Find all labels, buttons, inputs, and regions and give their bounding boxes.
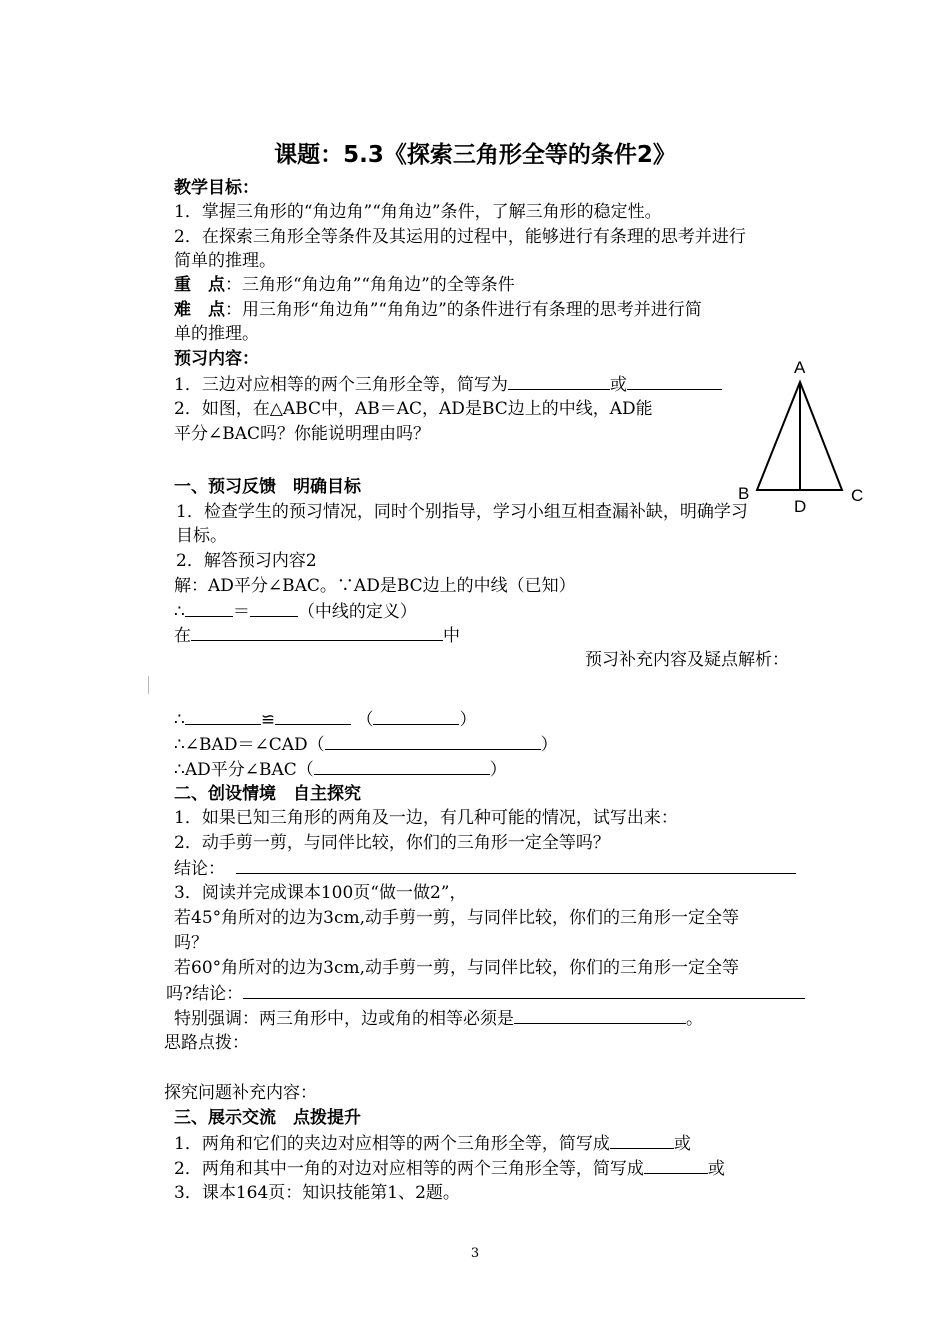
conclusion-line: [174, 856, 796, 881]
section2-item-3: 3．阅读并完成课本100页“做一做2”，: [174, 883, 467, 903]
therefore-symbol: ∴: [174, 602, 185, 622]
vertex-label-c: C: [851, 486, 864, 505]
section3-item-2-text: 2．两角和其中一角的对边对应相等的两个三角形全等，简写成: [174, 1159, 644, 1179]
objective-item-1: 1．掌握三角形的“角边角”“角角边”条件，了解三角形的稳定性。: [174, 202, 662, 222]
question-60-cont: [166, 981, 805, 1006]
solution-line-5-text: ∴∠BAD＝∠CAD（: [174, 735, 325, 755]
objective-item-2-cont: 简单的推理。: [174, 251, 276, 271]
key-point-label: 重 点: [174, 275, 225, 295]
emphasis-text: 特别强调：两三角形中，边或角的相等必须是: [174, 1009, 514, 1029]
preview-item-2-cont: 平分∠BAC吗？你能说明理由吗？: [174, 424, 431, 444]
page-title: 课题：5.3《探索三角形全等的条件2》: [274, 142, 676, 168]
difficulty-text: ：用三角形“角边角”“角角边”的条件进行有条理的思考并进行简: [225, 300, 702, 320]
answer-blank[interactable]: [243, 981, 805, 999]
answer-blank[interactable]: [514, 1006, 686, 1024]
question-45: 若45°角所对的边为3cm,动手剪一剪，与同伴比较，你们的三角形一定全等: [174, 908, 739, 928]
section1-heading: 一、预习反馈 明确目标: [174, 477, 361, 497]
preview-item-1-text: 1．三边对应相等的两个三角形全等，简写为: [174, 375, 508, 395]
section2-item-1: 1．如果已知三角形的两角及一边，有几种可能的情况，试写出来：: [174, 808, 678, 828]
section1-item-1: 1．检查学生的预习情况，同时个别指导，学习小组互相查漏补缺，明确学习: [176, 502, 748, 522]
hint-label: 思路点拨：: [164, 1033, 249, 1053]
vertex-label-b: B: [738, 484, 750, 503]
page-number: 3: [470, 1246, 480, 1261]
vertex-label-d: D: [794, 497, 807, 516]
key-point-text: ：三角形“角边角”“角角边”的全等条件: [225, 275, 515, 295]
therefore-symbol: ∴: [174, 710, 185, 730]
triangle-figure: [730, 350, 880, 520]
equals-symbol: ＝: [232, 602, 250, 622]
answer-blank[interactable]: [610, 1131, 674, 1149]
question-60-conclusion-label: 吗?结论：: [166, 984, 244, 1004]
or-text: 或: [609, 375, 627, 395]
close-paren: ）: [489, 760, 507, 780]
solution-line-6-text: ∴AD平分∠BAC（: [174, 760, 314, 780]
difficulty: [174, 298, 702, 322]
explore-supplement-label: 探究问题补充内容：: [164, 1083, 317, 1103]
solution-line-6: [174, 757, 507, 782]
section3-item-2: [174, 1156, 725, 1181]
vertex-label-a: A: [794, 358, 806, 377]
middle-text: 中: [443, 626, 460, 646]
section3-item-1-text: 1．两角和它们的夹边对应相等的两个三角形全等，简写成: [174, 1134, 610, 1154]
close-paren: ）: [540, 735, 558, 755]
answer-blank[interactable]: [236, 856, 796, 874]
answer-blank[interactable]: [185, 599, 233, 617]
open-paren: （: [356, 710, 374, 730]
preview-item-1: [174, 372, 722, 397]
question-45-cont: 吗？: [174, 933, 208, 953]
solution-line-1: 解：AD平分∠BAC。∵AD是BC边上的中线（已知）: [174, 576, 576, 596]
conclusion-label: 结论：: [174, 859, 225, 879]
or-text: 或: [673, 1134, 691, 1154]
section2-heading: 二、创设情境 自主探究: [174, 784, 361, 804]
section2-item-2: 2．动手剪一剪，与同伴比较，你们的三角形一定全等吗？: [174, 833, 610, 853]
section3-item-3: 3．课本164页：知识技能第1、2题。: [174, 1183, 460, 1203]
period: 。: [686, 1009, 703, 1029]
congruent-symbol: ≌: [260, 710, 276, 730]
answer-blank[interactable]: [627, 372, 722, 390]
reason-text: （中线的定义）: [297, 602, 417, 622]
preview-item-2: 2．如图，在△ABC中，AB＝AC，AD是BC边上的中线，AD能: [174, 399, 653, 419]
margin-mark: [148, 676, 149, 694]
solution-line-3: [174, 623, 460, 648]
or-text: 或: [707, 1159, 725, 1179]
answer-blank[interactable]: [275, 707, 351, 725]
answer-blank[interactable]: [644, 1156, 708, 1174]
objective-item-2: 2．在探索三角形全等条件及其运用的过程中，能够进行有条理的思考并进行: [174, 227, 746, 247]
solution-line-5: [174, 732, 558, 757]
question-60: 若60°角所对的边为3cm,动手剪一剪，与同伴比较，你们的三角形一定全等: [174, 958, 739, 978]
solution-line-2: [174, 599, 417, 624]
section3-item-1: [174, 1131, 691, 1156]
difficulty-label: 难 点: [174, 300, 225, 320]
answer-blank[interactable]: [185, 707, 261, 725]
close-paren: ）: [459, 710, 477, 730]
preview-supplement-label: 预习补充内容及疑点解析：: [585, 650, 789, 670]
emphasis-line: [174, 1006, 703, 1031]
answer-blank[interactable]: [250, 599, 298, 617]
objectives-heading: 教学目标：: [174, 178, 259, 198]
section1-item-1-cont: 目标。: [176, 526, 227, 546]
answer-blank[interactable]: [373, 707, 459, 725]
answer-blank[interactable]: [191, 623, 443, 641]
solution-line-4: [174, 707, 476, 732]
in-text: 在: [174, 626, 191, 646]
section1-item-2: 2．解答预习内容2: [176, 551, 317, 571]
difficulty-cont: 单的推理。: [174, 324, 259, 344]
answer-blank[interactable]: [508, 372, 610, 390]
preview-heading: 预习内容：: [174, 349, 259, 369]
answer-blank[interactable]: [314, 757, 490, 775]
answer-blank[interactable]: [325, 732, 541, 750]
key-point: [174, 273, 515, 297]
section3-heading: 三、展示交流 点拨提升: [174, 1108, 361, 1128]
